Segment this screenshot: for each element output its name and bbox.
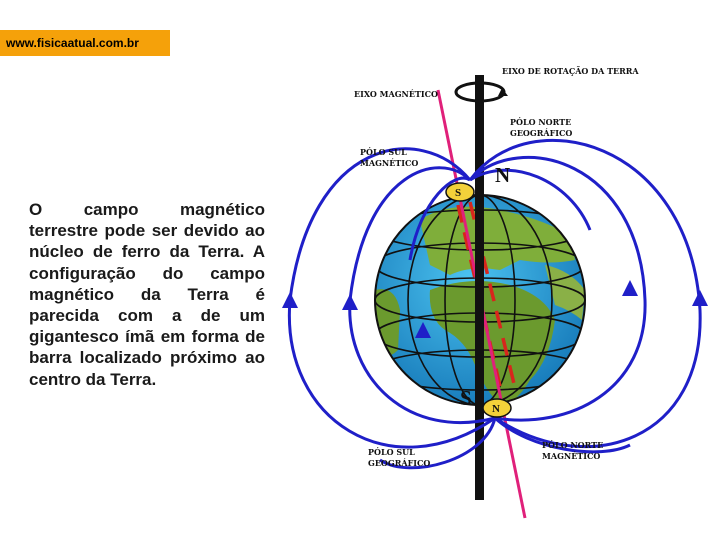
america-landmass	[375, 289, 400, 356]
svg-text:S: S	[455, 187, 462, 199]
north-magnetic-label-2: MAGNÉTICO	[542, 451, 601, 461]
north-geographic-label-2: GEOGRÁFICO	[510, 128, 573, 138]
south-magnetic-label-2: MAGNÉTICO	[360, 158, 419, 168]
south-geographic-label-2: GEOGRÁFICO	[368, 458, 431, 468]
north-geographic-label-1: PÓLO NORTE	[510, 117, 572, 127]
magnet-south-badge	[446, 183, 474, 201]
site-url-tag: www.fisicaatual.com.br	[0, 30, 170, 56]
rotation-axis-label: EIXO DE ROTAÇÃO DA TERRA	[502, 66, 639, 76]
explanation-paragraph: O campo magnético terrestre pode ser devido ao núcleo de ferro da Terra. A configuração do campo magnético da Terra é parecida com a de um gigantesco ímã em forma de barra localizado próximo ao centro da Terra.	[29, 200, 265, 389]
earth-magnetic-field-diagram	[270, 60, 728, 530]
south-magnetic-label-1: PÓLO SUL	[360, 147, 407, 157]
north-magnetic-label-1: PÓLO NORTE	[542, 440, 604, 450]
south-geographic-label-1: PÓLO SUL	[368, 447, 415, 457]
magnetic-axis-label: EIXO MAGNÉTICO	[354, 89, 438, 99]
geographic-south-letter: S	[460, 386, 472, 410]
svg-text:N: N	[492, 403, 500, 415]
magnet-north-badge	[483, 399, 511, 417]
geographic-north-letter: N	[495, 163, 511, 187]
